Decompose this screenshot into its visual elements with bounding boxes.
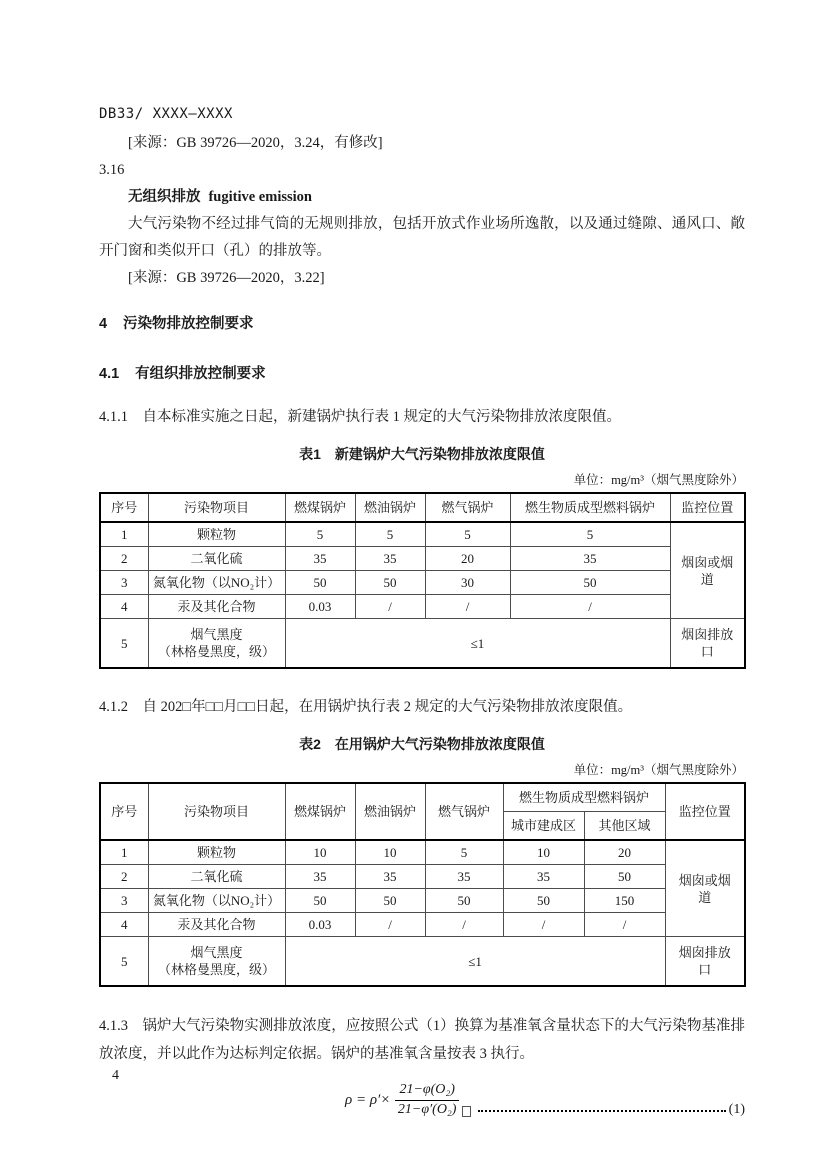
table1-row-2 — [100, 547, 745, 571]
cell-biomass: 50 — [510, 571, 670, 595]
section-4-1-heading — [99, 364, 745, 384]
table1-row-3 — [100, 571, 745, 595]
clause-4-1-3-number: 4.1.3 — [99, 1018, 128, 1034]
cell-gas: 5 — [425, 840, 503, 865]
cell-gas: 20 — [425, 547, 510, 571]
smoke-blackness-line1: 烟气黑度 — [190, 945, 243, 960]
term-definition: 大气污染物不经过排气筒的无规则排放，包括开放式作业场所逸散，以及通过缝隙、通风口、敞开门窗和类似开口（孔）的排放等。 — [99, 216, 745, 259]
cell-gas: / — [425, 913, 503, 937]
table1-header-oil: 燃油锅炉 — [355, 493, 425, 522]
cell-item: 颗粒物 — [148, 522, 285, 547]
cell-oil: / — [355, 913, 425, 937]
clause-4-1-3 — [99, 1012, 745, 1068]
table1-new-boiler-limits — [99, 492, 746, 669]
source-note-322: [来源：GB 39726—2020，3.22] — [128, 270, 325, 286]
table1-header-no: 序号 — [100, 493, 148, 522]
table2-unit-note: 单位：mg/m³（烟气黑度除外） — [573, 763, 744, 777]
table2-caption — [99, 735, 745, 754]
cell-item: 二氧化硫 — [148, 865, 285, 889]
table1-header-monitor: 监控位置 — [670, 493, 745, 522]
cell-no: 3 — [100, 571, 148, 595]
clause-4-1-1-number: 4.1.1 — [99, 409, 128, 425]
table2-row-2 — [100, 865, 745, 889]
cell-oil: / — [355, 595, 425, 619]
cell-item: 颗粒物 — [148, 840, 285, 865]
table2-caption-label: 表2 — [299, 736, 321, 752]
smoke-blackness-line2: （林格曼黑度，级） — [157, 644, 275, 659]
table2-row-1 — [100, 840, 745, 865]
table2-caption-title: 在用锅炉大气污染物排放浓度限值 — [334, 736, 545, 752]
clause-4-1-2-text: 自 202□年□□月□□日起，在用锅炉执行表 2 规定的大气污染物排放浓度限值。 — [142, 699, 633, 715]
dot-leader — [478, 1110, 726, 1112]
equation-number: (1) — [728, 1101, 745, 1117]
table1-header-biomass: 燃生物质成型燃料锅炉 — [510, 493, 670, 522]
cell-no: 1 — [100, 840, 148, 865]
cell-monitor-row5: 烟囱排放口 — [665, 937, 745, 987]
cell-gas: 30 — [425, 571, 510, 595]
cell-no: 1 — [100, 522, 148, 547]
cell-biomass: / — [510, 595, 670, 619]
table1-header-item: 污染物项目 — [148, 493, 285, 522]
cell-item: 氮氧化物（以NO₂计） — [148, 889, 285, 913]
smoke-blackness-line1: 烟气黑度 — [190, 627, 243, 642]
table1-header-row — [100, 493, 745, 522]
table1-unit-note: 单位：mg/m³（烟气黑度除外） — [573, 473, 744, 487]
cell-coal: 50 — [285, 889, 355, 913]
cell-item — [148, 937, 285, 987]
cell-biomass-other: 150 — [584, 889, 665, 913]
smoke-blackness-line2: （林格曼黑度，级） — [157, 962, 275, 977]
fraction-numerator: 21−φ(O₂) — [395, 1082, 459, 1101]
cell-monitor-rows1-4: 烟囱或烟道 — [665, 840, 745, 937]
clause-4-1-1 — [99, 403, 745, 431]
clause-4-1-3-text: 锅炉大气污染物实测排放浓度，应按照公式（1）换算为基准氧含量状态下的大气污染物基准排放浓度，并以此作为达标判定依据。锅炉的基准氧含量按表 3 执行。 — [99, 1018, 745, 1062]
cell-coal: 5 — [285, 522, 355, 547]
table2-header-biomass-other: 其他区域 — [584, 812, 665, 841]
cell-biomass-urban: / — [503, 913, 584, 937]
cell-item — [148, 619, 285, 669]
table2-header-no: 序号 — [100, 783, 148, 840]
table1-caption-label: 表1 — [299, 446, 321, 462]
table2-inuse-boiler-limits — [99, 782, 746, 987]
cell-coal: 0.03 — [285, 913, 355, 937]
cell-item: 汞及其化合物 — [148, 595, 285, 619]
cell-coal: 35 — [285, 547, 355, 571]
cell-limit-span: ≤1 — [285, 619, 670, 669]
table1-caption-title: 新建锅炉大气污染物排放浓度限值 — [334, 446, 545, 462]
cell-biomass-urban: 10 — [503, 840, 584, 865]
section-4-title: 污染物排放控制要求 — [123, 316, 254, 332]
cell-no: 3 — [100, 889, 148, 913]
cell-gas: 50 — [425, 889, 503, 913]
cell-coal: 50 — [285, 571, 355, 595]
cell-item: 氮氧化物（以NO₂计） — [148, 571, 285, 595]
table2-header-oil: 燃油锅炉 — [355, 783, 425, 840]
page-number: 4 — [112, 1068, 119, 1083]
cell-oil: 35 — [355, 547, 425, 571]
document-code-header: DB33/ XXXX—XXXX — [99, 106, 233, 122]
source-note-324: [来源：GB 39726—2020，3.24，有修改] — [128, 135, 383, 151]
cell-oil: 35 — [355, 865, 425, 889]
table2-header-biomass-urban: 城市建成区 — [503, 812, 584, 841]
cell-no: 4 — [100, 595, 148, 619]
cell-gas: 35 — [425, 865, 503, 889]
formula-1 — [99, 1082, 745, 1119]
missing-glyph-box — [462, 1106, 471, 1117]
table1-header-coal: 燃煤锅炉 — [285, 493, 355, 522]
equation-lhs: ρ = ρ′× — [345, 1091, 391, 1108]
cell-no: 5 — [100, 937, 148, 987]
cell-no: 5 — [100, 619, 148, 669]
cell-biomass: 35 — [510, 547, 670, 571]
clause-4-1-2-number: 4.1.2 — [99, 699, 128, 715]
table2-header-coal: 燃煤锅炉 — [285, 783, 355, 840]
cell-biomass-other: 50 — [584, 865, 665, 889]
clause-4-1-1-text: 自本标准实施之日起，新建锅炉执行表 1 规定的大气污染物排放浓度限值。 — [142, 409, 621, 425]
table1-row-1 — [100, 522, 745, 547]
cell-biomass-urban: 35 — [503, 865, 584, 889]
table2-header-monitor: 监控位置 — [665, 783, 745, 840]
term-clause-number: 3.16 — [99, 162, 125, 178]
cell-biomass-other: 20 — [584, 840, 665, 865]
cell-no: 4 — [100, 913, 148, 937]
cell-biomass-urban: 50 — [503, 889, 584, 913]
cell-monitor-row5: 烟囱排放口 — [670, 619, 745, 669]
cell-gas: 5 — [425, 522, 510, 547]
section-4-1-title: 有组织排放控制要求 — [135, 366, 266, 382]
table2-header-biomass-group: 燃生物质成型燃料锅炉 — [503, 783, 665, 812]
table2-header-gas: 燃气锅炉 — [425, 783, 503, 840]
clause-4-1-2 — [99, 693, 745, 721]
table1-row-4 — [100, 595, 745, 619]
term-zh: 无组织排放 — [128, 189, 201, 205]
cell-no: 2 — [100, 547, 148, 571]
cell-monitor-rows1-4: 烟囱或烟道 — [670, 522, 745, 619]
cell-item: 二氧化硫 — [148, 547, 285, 571]
cell-oil: 50 — [355, 571, 425, 595]
cell-gas: / — [425, 595, 510, 619]
cell-biomass-other: / — [584, 913, 665, 937]
cell-coal: 10 — [285, 840, 355, 865]
cell-oil: 5 — [355, 522, 425, 547]
table2-header-item: 污染物项目 — [148, 783, 285, 840]
table2-row-4 — [100, 913, 745, 937]
table1-header-gas: 燃气锅炉 — [425, 493, 510, 522]
table2-row-3 — [100, 889, 745, 913]
table2-row-5 — [100, 937, 745, 987]
section-4-1-number: 4.1 — [99, 366, 120, 382]
table2-header-row-1 — [100, 783, 745, 812]
equation-fraction — [395, 1082, 459, 1119]
term-line — [99, 184, 745, 211]
fraction-denominator: 21−φ′(O₂) — [397, 1101, 457, 1117]
section-4-number: 4 — [99, 316, 108, 332]
section-4-heading — [99, 314, 745, 334]
cell-biomass: 5 — [510, 522, 670, 547]
table1-caption — [99, 445, 745, 464]
term-en: fugitive emission — [208, 189, 312, 205]
cell-oil: 10 — [355, 840, 425, 865]
cell-coal: 0.03 — [285, 595, 355, 619]
table1-row-5 — [100, 619, 745, 669]
equation — [345, 1082, 471, 1119]
cell-limit-span: ≤1 — [285, 937, 665, 987]
cell-item: 汞及其化合物 — [148, 913, 285, 937]
cell-coal: 35 — [285, 865, 355, 889]
cell-oil: 50 — [355, 889, 425, 913]
cell-no: 2 — [100, 865, 148, 889]
